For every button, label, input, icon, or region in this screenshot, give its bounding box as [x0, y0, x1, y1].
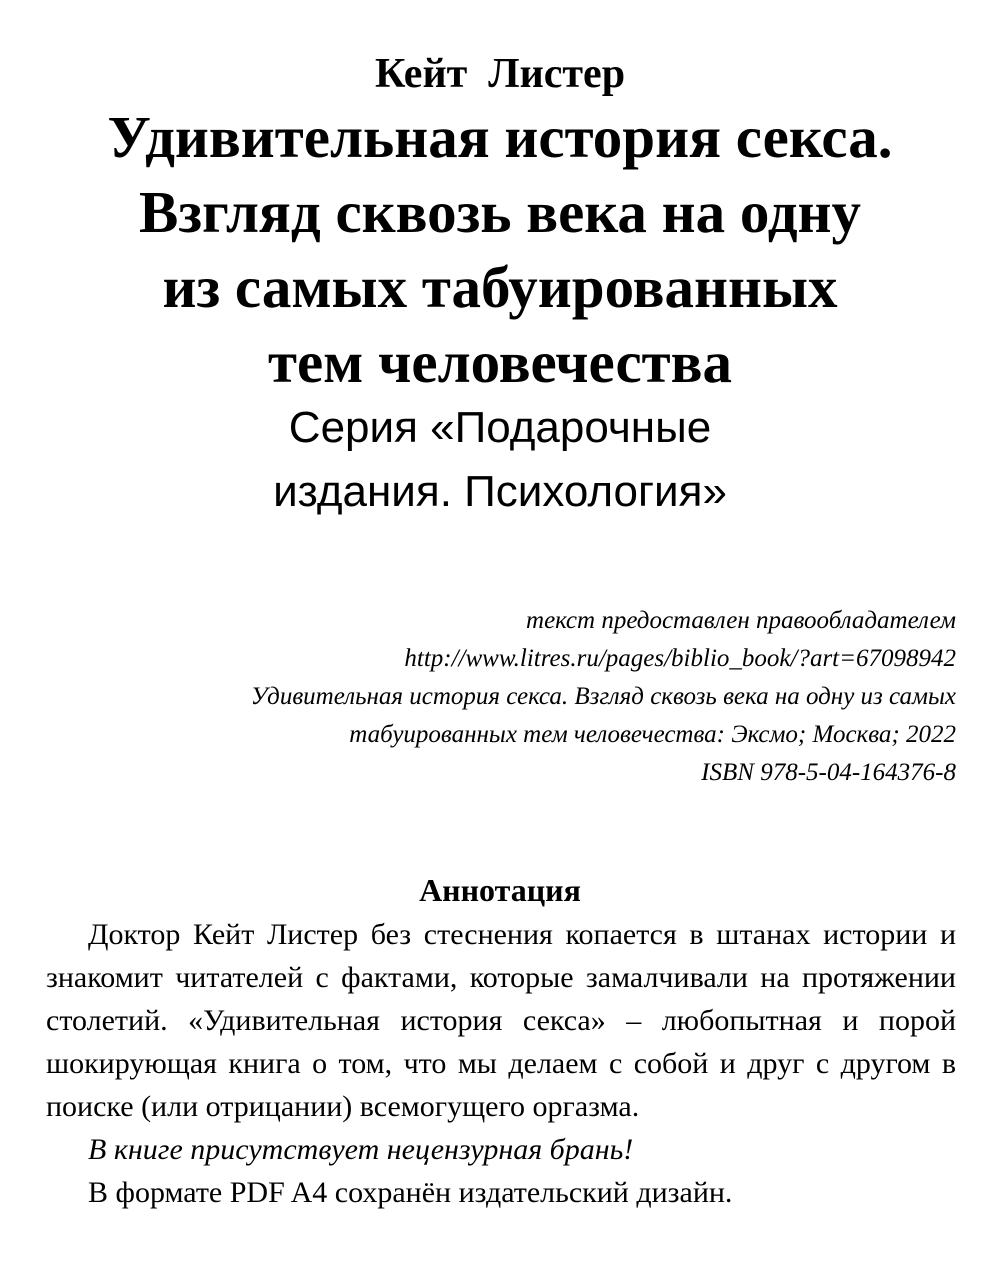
rights-holder-note: текст предоставлен правообладателем — [526, 607, 956, 634]
source-url: http://www.litres.ru/pages/biblio_book/?art=67098942 — [404, 645, 956, 672]
title-line-4: тем человечества — [268, 329, 732, 395]
annotation-heading: Аннотация — [419, 872, 581, 908]
annotation-format-note: В формате PDF A4 сохранён издательский дизайн. — [88, 1176, 733, 1209]
citation-line-2: табуированных тем человечества: Эксмо; Москва; 2022 — [349, 721, 956, 748]
title-line-2: Взгляд сквозь века на одну — [138, 179, 862, 245]
publication-info — [56, 602, 956, 792]
isbn: ISBN 978-5-04-164376-8 — [701, 759, 956, 786]
series-name — [40, 396, 960, 524]
citation-line-1: Удивительная история секса. Взгляд сквозь века на одну из самых — [250, 683, 956, 710]
annotation-section — [46, 913, 956, 1214]
author-name: Кейт Листер — [374, 51, 626, 97]
book-title — [40, 100, 960, 400]
series-line-2: издания. Психология» — [273, 467, 727, 516]
annotation-body: Доктор Кейт Листер без стеснения копается в штанах истории и знакомит читателей с фактами, которые замалчивали на протяжении столетий. «Удивительная история секса» – любопытная и порой шокирующая книга о том, что мы делаем с собой и друг с другом в поиске (или отрицании) всемогущего оргазма. — [46, 918, 956, 1123]
series-line-1: Серия «Подарочные — [288, 403, 712, 452]
annotation-warning: В книге присутствует нецензурная брань! — [88, 1133, 634, 1166]
title-line-3: из самых табуированных — [162, 254, 838, 320]
title-line-1: Удивительная история секса. — [107, 104, 893, 170]
